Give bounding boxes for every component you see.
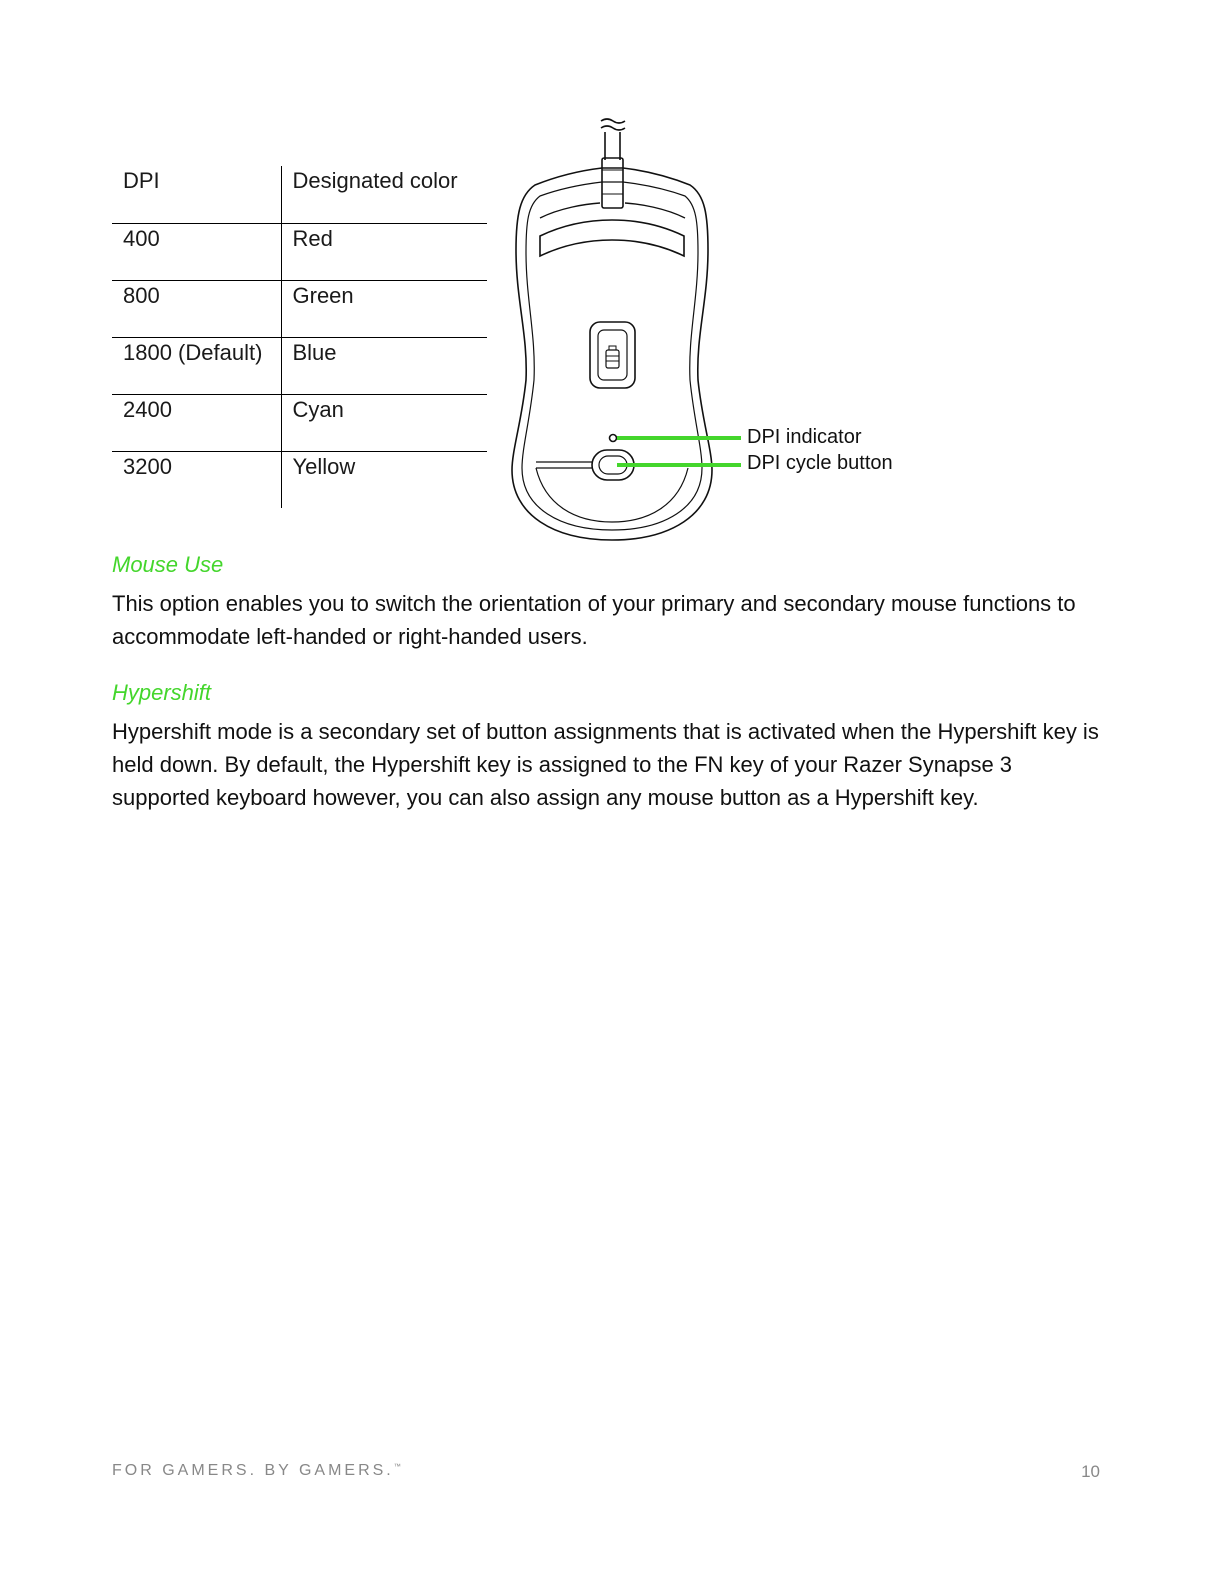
table-row: [112, 451, 487, 508]
trademark-symbol: ™: [393, 1463, 401, 1471]
mouse-use-heading: Mouse Use: [112, 552, 224, 577]
table-row: [112, 337, 487, 394]
table-cell-color: Green: [281, 280, 487, 337]
table-row: [112, 223, 487, 280]
mouse-use-paragraph: This option enables you to switch the orientation of your primary and secondary mouse functions to accommodate left-handed or right-handed users.: [112, 591, 1076, 649]
table-header-dpi: DPI: [112, 166, 281, 223]
table-cell-dpi: 3200: [112, 451, 281, 508]
table-cell-dpi: 2400: [112, 394, 281, 451]
table-cell-dpi: 800: [112, 280, 281, 337]
callout-dpi-cycle-button: DPI cycle button: [747, 452, 893, 474]
callout-dpi-indicator: DPI indicator: [747, 426, 862, 448]
table-cell-dpi: 400: [112, 223, 281, 280]
footer-tagline-text: FOR GAMERS. BY GAMERS.: [112, 1462, 394, 1479]
table-cell-color: Cyan: [281, 394, 487, 451]
table-header-row: [112, 166, 487, 223]
table-row: [112, 394, 487, 451]
table-row: [112, 280, 487, 337]
hypershift-heading: Hypershift: [112, 680, 212, 705]
table-cell-color: Blue: [281, 337, 487, 394]
table-cell-color: Red: [281, 223, 487, 280]
dpi-color-table: [112, 166, 487, 508]
mouse-underside-icon: [500, 112, 760, 552]
table-cell-dpi: 1800 (Default): [112, 337, 281, 394]
hypershift-paragraph: Hypershift mode is a secondary set of button assignments that is activated when the Hypershift key is held down. By default, the Hypershift key is assigned to the FN key of your Razer Synapse 3 supported keyboard however, you can also assign any mouse button as a Hypershift key.: [112, 719, 1099, 810]
table-header-color: Designated color: [292, 168, 458, 193]
footer-tagline: [112, 1462, 401, 1480]
table-cell-color: Yellow: [281, 451, 487, 508]
page-number: 10: [1081, 1462, 1100, 1481]
